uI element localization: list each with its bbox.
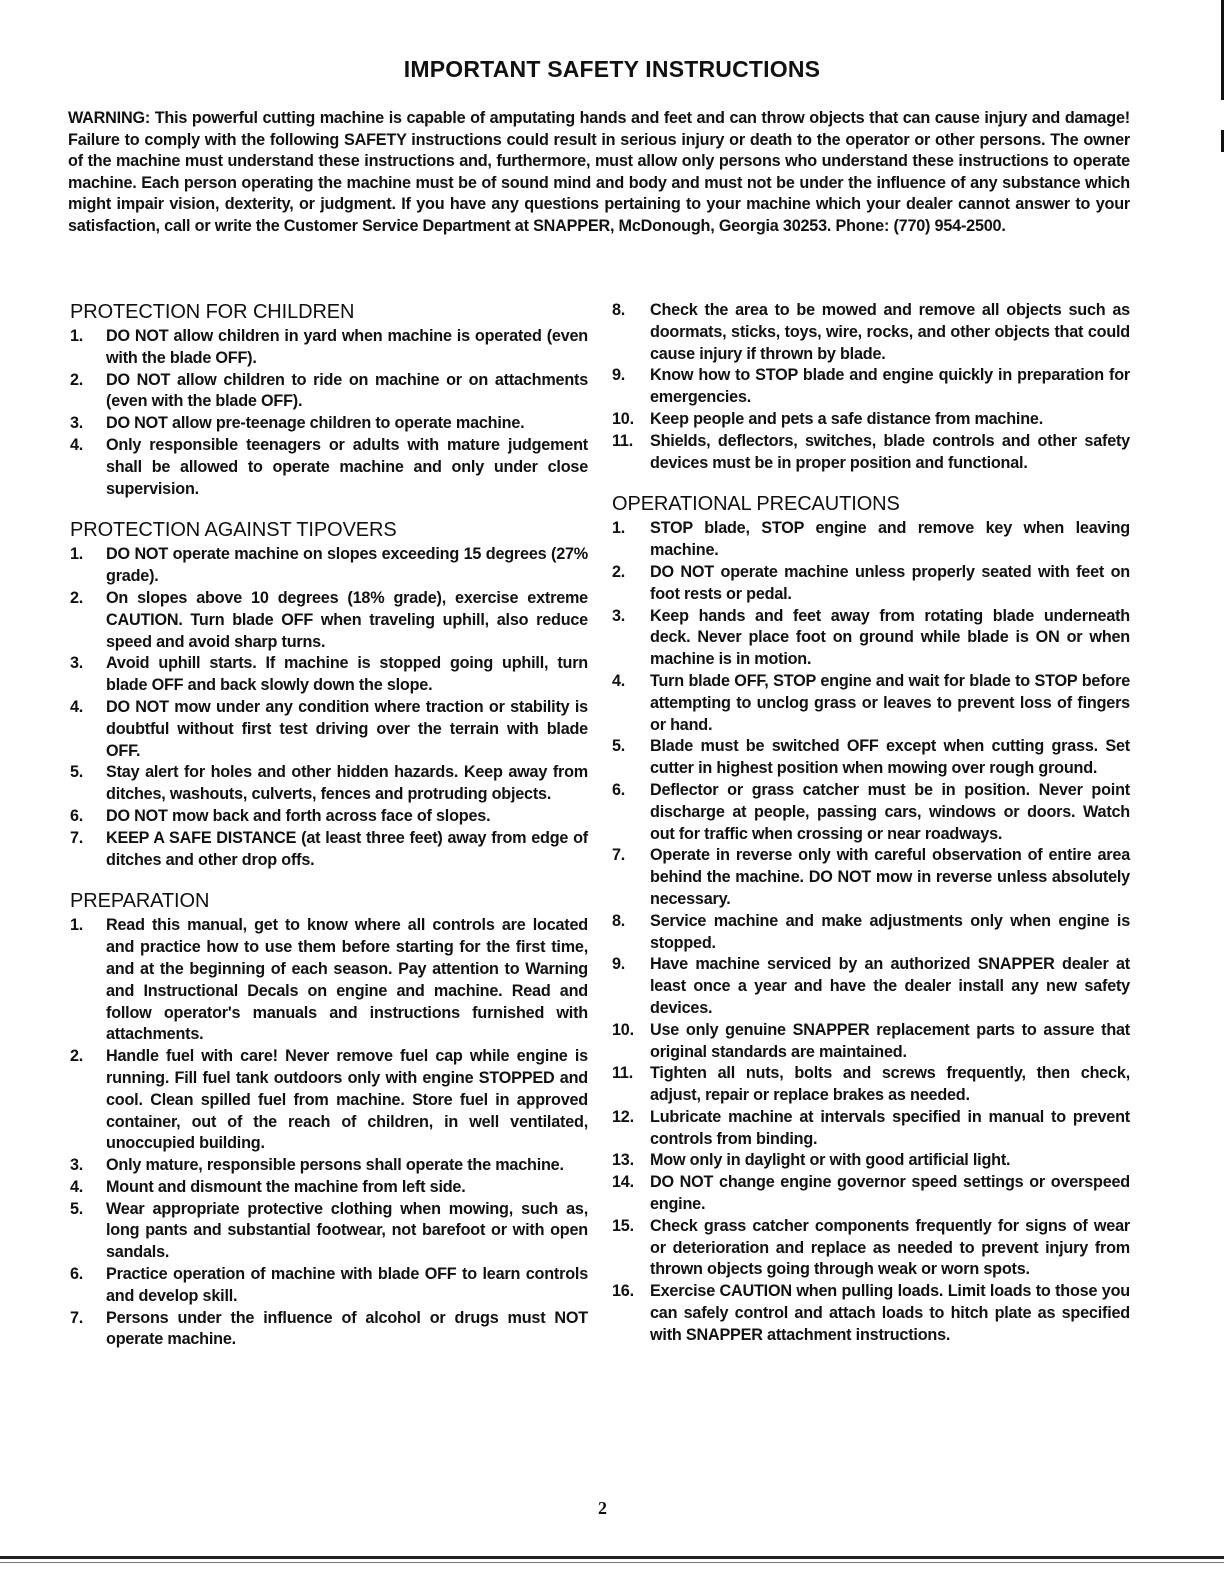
item-number: 1. xyxy=(70,916,84,935)
item-number: 1. xyxy=(70,545,84,564)
item-number: 4. xyxy=(612,671,626,690)
list-item xyxy=(70,370,588,414)
section-heading: PREPARATION xyxy=(70,890,210,913)
item-number: 12. xyxy=(612,1107,634,1126)
list-item xyxy=(612,1172,1130,1216)
item-text: Turn blade OFF, STOP engine and wait for blade to STOP before attempting to unclog grass or leaves to prevent loss of fingers or hand. xyxy=(650,671,1130,734)
list-item xyxy=(612,365,1130,409)
list-item xyxy=(70,326,588,370)
item-text: Blade must be switched OFF except when cutting grass. Set cutter in highest position when mowing over rough ground. xyxy=(650,737,1130,778)
item-text: Stay alert for holes and other hidden hazards. Keep away from ditches, washouts, culverts, fences and protruding objects. xyxy=(106,763,588,804)
item-text: DO NOT operate machine on slopes exceeding 15 degrees (27% grade). xyxy=(106,545,588,586)
list-item xyxy=(612,300,1130,365)
list-item xyxy=(70,544,588,588)
tipovers-list xyxy=(70,544,588,871)
list-item xyxy=(612,1216,1130,1281)
section-children xyxy=(70,300,588,500)
item-number: 15. xyxy=(612,1216,634,1235)
item-text: STOP blade, STOP engine and remove key when leaving machine. xyxy=(650,519,1130,560)
scan-bottom-rule xyxy=(0,1556,1224,1559)
item-number: 5. xyxy=(70,763,84,782)
item-text: Shields, deflectors, switches, blade controls and other safety devices must be in proper position and functional. xyxy=(650,431,1130,472)
item-text: Service machine and make adjustments only when engine is stopped. xyxy=(650,911,1130,952)
list-item xyxy=(70,653,588,697)
list-item xyxy=(612,606,1130,671)
list-item xyxy=(70,1177,588,1199)
item-text: Avoid uphill starts. If machine is stopped going uphill, turn blade OFF and back slowly down the slope. xyxy=(106,654,588,695)
item-number: 4. xyxy=(70,697,84,716)
item-text: Lubricate machine at intervals specified in manual to prevent controls from binding. xyxy=(650,1107,1130,1148)
list-item xyxy=(612,1107,1130,1151)
item-text: DO NOT allow children in yard when machine is operated (even with the blade OFF). xyxy=(106,327,588,367)
item-text: Operate in reverse only with careful observation of entire area behind the machine. DO NOT mow in reverse unless absolutely necessary. xyxy=(650,846,1130,908)
item-number: 11. xyxy=(612,1064,634,1083)
preparation-list xyxy=(70,915,588,1351)
list-item xyxy=(70,1308,588,1352)
item-number: 5. xyxy=(70,1199,84,1218)
list-item xyxy=(70,435,588,500)
item-text: On slopes above 10 degrees (18% grade), exercise extreme CAUTION. Turn blade OFF when traveling uphill, also reduce speed and avoid sharp turns. xyxy=(106,588,588,651)
item-text: Check the area to be mowed and remove all objects such as doormats, sticks, toys, wire, rocks, and other objects that could cause injury if thrown by blade. xyxy=(650,301,1130,363)
list-item xyxy=(70,1155,588,1177)
list-item xyxy=(612,409,1130,431)
item-text: Mow only in daylight or with good artificial light. xyxy=(650,1151,1011,1170)
list-item xyxy=(612,431,1130,475)
section-heading: OPERATIONAL PRECAUTIONS xyxy=(612,493,900,516)
item-text: Know how to STOP blade and engine quickly in preparation for emergencies. xyxy=(650,366,1130,407)
list-item xyxy=(70,697,588,762)
page-title: IMPORTANT SAFETY INSTRUCTIONS xyxy=(403,56,821,82)
list-item xyxy=(70,806,588,828)
section-preparation xyxy=(70,889,588,1351)
item-number: 2. xyxy=(612,562,626,581)
item-number: 14. xyxy=(612,1173,634,1192)
item-number: 4. xyxy=(70,435,84,454)
item-text: Keep people and pets a safe distance from machine. xyxy=(650,409,1044,428)
item-number: 2. xyxy=(70,1047,84,1066)
section-preparation-continued xyxy=(612,300,1130,474)
item-number: 6. xyxy=(612,780,626,799)
item-number: 6. xyxy=(70,806,84,825)
section-tipovers xyxy=(70,518,588,871)
item-text: Wear appropriate protective clothing when mowing, such as, long pants and substantial footwear, not barefoot or with open sandals. xyxy=(106,1199,588,1262)
operational-list xyxy=(612,518,1130,1346)
item-number: 1. xyxy=(612,519,626,538)
list-item xyxy=(612,562,1130,606)
item-text: Read this manual, get to know where all controls are located and practice how to use them before starting for the first time, and at the beginning of each season. Pay attention to Warning and Instructional Decals on engine and machine. Read and follow operator's manuals and instructions furnished with attachments. xyxy=(106,916,588,1044)
list-item xyxy=(70,588,588,653)
list-item xyxy=(70,1199,588,1264)
list-item xyxy=(70,828,588,872)
item-number: 6. xyxy=(70,1265,84,1284)
list-item xyxy=(70,762,588,806)
left-column xyxy=(70,300,588,1369)
list-item xyxy=(612,1281,1130,1346)
item-text: Exercise CAUTION when pulling loads. Limit loads to those you can safely control and attach loads to hitch plate as specified with SNAPPER attachment instructions. xyxy=(650,1282,1130,1344)
list-item xyxy=(70,413,588,435)
right-column xyxy=(612,300,1130,1365)
warning-paragraph: WARNING: This powerful cutting machine is capable of amputating hands and feet and can throw objects that can cause injury and damage! Failure to comply with the following SAFETY instructions could result in serious injury or death to the operator or other persons. The owner of the machine must understand these instructions and, furthermore, must allow only persons who understand these instructions to operate machine. Each person operating the machine must be of sound mind and body and must not be under the influence of any substance which might impair vision, dexterity, or judgment. If you have any questions pertaining to your machine which your dealer cannot answer to your satisfaction, call or write the Customer Service Department at SNAPPER, McDonough, Georgia 30253. Phone: (770) 954-2500. xyxy=(68,109,1130,235)
item-text: DO NOT allow pre-teenage children to operate machine. xyxy=(106,414,525,433)
item-text: DO NOT change engine governor speed settings or overspeed engine. xyxy=(650,1173,1130,1214)
list-item xyxy=(612,845,1130,910)
list-item xyxy=(612,1020,1130,1064)
item-text: Only responsible teenagers or adults with mature judgement shall be allowed to operate machine and only under close supervision. xyxy=(106,435,588,498)
section-heading: PROTECTION FOR CHILDREN xyxy=(70,301,355,323)
item-text: KEEP A SAFE DISTANCE (at least three feet) away from edge of ditches and other drop offs. xyxy=(106,828,588,869)
item-number: 5. xyxy=(612,737,626,756)
item-number: 13. xyxy=(612,1151,634,1170)
list-item xyxy=(612,736,1130,780)
item-text: Use only genuine SNAPPER replacement parts to assure that original standards are maintained. xyxy=(650,1020,1130,1061)
item-number: 7. xyxy=(612,846,626,865)
preparation-continued-list xyxy=(612,300,1130,474)
item-number: 1. xyxy=(70,327,84,345)
item-text: DO NOT mow under any condition where traction or stability is doubtful without first test driving over the terrain with blade OFF. xyxy=(106,697,588,760)
item-number: 10. xyxy=(612,1020,634,1039)
list-item xyxy=(612,1063,1130,1107)
item-number: 11. xyxy=(612,431,634,450)
list-item xyxy=(612,911,1130,955)
list-item xyxy=(612,780,1130,845)
item-number: 3. xyxy=(70,1156,84,1175)
list-item xyxy=(70,1046,588,1155)
item-text: Check grass catcher components frequently for signs of wear or deterioration and replace as needed to prevent injury from thrown objects going through weak or worn spots. xyxy=(650,1216,1130,1279)
item-text: Persons under the influence of alcohol or drugs must NOT operate machine. xyxy=(106,1308,588,1349)
item-text: DO NOT allow children to ride on machine or on attachments (even with the blade OFF). xyxy=(106,370,588,411)
item-number: 16. xyxy=(612,1282,634,1301)
item-number: 7. xyxy=(70,828,84,847)
item-text: Have machine serviced by an authorized SNAPPER dealer at least once a year and have the dealer install any new safety devices. xyxy=(650,955,1130,1017)
list-item xyxy=(70,1264,588,1308)
item-text: Mount and dismount the machine from left side. xyxy=(106,1177,466,1196)
list-item xyxy=(612,518,1130,562)
item-text: Tighten all nuts, bolts and screws frequently, then check, adjust, repair or replace brakes as needed. xyxy=(650,1064,1130,1105)
section-operational xyxy=(612,492,1130,1346)
section-heading: PROTECTION AGAINST TIPOVERS xyxy=(70,519,397,542)
item-number: 3. xyxy=(70,654,84,673)
item-text: DO NOT mow back and forth across face of slopes. xyxy=(106,806,491,825)
list-item xyxy=(612,671,1130,736)
list-item xyxy=(612,954,1130,1019)
item-text: Practice operation of machine with blade OFF to learn controls and develop skill. xyxy=(106,1265,588,1305)
list-item xyxy=(612,1150,1130,1172)
item-number: 3. xyxy=(70,414,84,433)
item-text: Only mature, responsible persons shall operate the machine. xyxy=(106,1156,564,1175)
item-number: 2. xyxy=(70,588,84,607)
children-list xyxy=(70,326,588,500)
item-number: 4. xyxy=(70,1177,84,1196)
item-number: 7. xyxy=(70,1308,84,1327)
item-number: 9. xyxy=(612,955,626,974)
item-text: Deflector or grass catcher must be in position. Never point discharge at people, passing cars, windows or doors. Watch out for traffic when crossing or near roadways. xyxy=(650,780,1130,843)
item-number: 8. xyxy=(612,911,626,930)
item-number: 3. xyxy=(612,606,626,625)
list-item xyxy=(70,915,588,1046)
item-number: 8. xyxy=(612,301,626,319)
item-text: Keep hands and feet away from rotating blade underneath deck. Never place foot on ground while blade is ON or when machine is in motion. xyxy=(650,606,1130,669)
item-number: 9. xyxy=(612,366,626,385)
scan-bottom-rule xyxy=(0,1562,1224,1563)
item-text: Handle fuel with care! Never remove fuel cap while engine is running. Fill fuel tank outdoors only with engine STOPPED and cool. Clean spilled fuel from machine. Store fuel in approved container, out of the reach of children, in well ventilated, unoccupied building. xyxy=(106,1047,588,1153)
item-number: 2. xyxy=(70,370,84,389)
item-number: 10. xyxy=(612,409,634,428)
page-number: 2 xyxy=(598,1498,607,1518)
item-text: DO NOT operate machine unless properly seated with feet on foot rests or pedal. xyxy=(650,562,1130,603)
